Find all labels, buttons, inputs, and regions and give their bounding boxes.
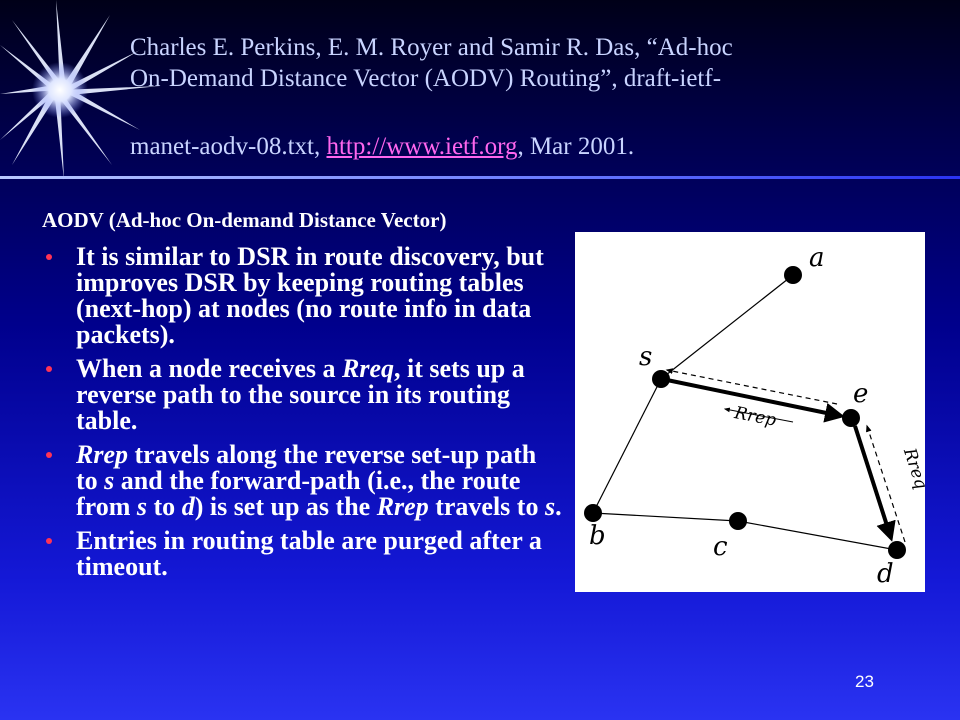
bullet-text: to xyxy=(147,492,182,521)
node-s xyxy=(652,370,670,388)
node-d xyxy=(888,541,906,559)
bullet-text: Entries in routing table are purged after a timeout. xyxy=(76,526,542,581)
header-divider xyxy=(0,176,960,179)
citation-line-2: On-Demand Distance Vector (AODV) Routing”, draft-ietf- xyxy=(130,65,722,93)
node-s-term: s xyxy=(136,492,148,521)
citation-line-3-suffix: , Mar 2001. xyxy=(517,132,635,160)
bullet-item xyxy=(42,528,562,580)
bullet-text: travels to xyxy=(428,492,545,521)
node-e xyxy=(842,409,860,427)
link-b-c xyxy=(593,513,738,521)
bullet-text: and the forward-path (i.e., the route from xyxy=(76,466,521,521)
bullet-dot-icon xyxy=(46,452,52,458)
node-c xyxy=(729,512,747,530)
page-number: 23 xyxy=(855,672,874,691)
bullet-item xyxy=(42,244,562,348)
rrep-term: Rrep xyxy=(76,440,128,469)
node-label-c: c xyxy=(713,532,728,562)
node-s-term: s xyxy=(104,466,115,495)
bullet-text: When a node receives a xyxy=(76,354,342,383)
node-label-e: e xyxy=(853,379,869,409)
rrep-term: Rrep xyxy=(376,492,429,521)
bullet-text: , it sets up a reverse path to the source in its routing table. xyxy=(76,354,525,435)
node-label-a: a xyxy=(809,243,825,273)
node-d-term: d xyxy=(181,492,195,521)
node-a xyxy=(784,266,802,284)
rreq-label: Rreq xyxy=(899,445,931,492)
bullet-text: travels along the reverse set-up path to xyxy=(76,440,537,495)
bullet-list xyxy=(42,244,562,588)
bullet-dot-icon xyxy=(46,538,52,544)
rrep-label: Rrep xyxy=(732,403,778,431)
bullet-item xyxy=(42,356,562,434)
link-a-s xyxy=(661,275,793,379)
bullet-text: ) is set up as the xyxy=(194,492,377,521)
bullet-dot-icon xyxy=(46,254,52,260)
node-s-term: s xyxy=(544,492,556,521)
node-label-s: s xyxy=(639,342,653,372)
ietf-link[interactable]: http://www.ietf.org xyxy=(326,132,518,160)
section-title: AODV (Ad-hoc On-demand Distance Vector) xyxy=(42,208,447,232)
node-label-d: d xyxy=(877,559,894,589)
bullet-item xyxy=(42,442,562,520)
bullet-text: . xyxy=(555,492,562,521)
link-s-b xyxy=(593,379,661,513)
link-c-d xyxy=(738,521,897,550)
bullet-text: It is similar to DSR in route discovery, but improves DSR by keeping routing tables (next-hop) at nodes (no route info in data packets). xyxy=(76,242,544,349)
node-b xyxy=(584,504,602,522)
citation-line-3 xyxy=(130,131,940,162)
citation-line-1: Charles E. Perkins, E. M. Royer and Samir R. Das, “Ad-hoc xyxy=(130,34,733,61)
bullet-dot-icon xyxy=(46,366,52,372)
aodv-network-diagram xyxy=(575,232,931,592)
node-label-b: b xyxy=(589,521,606,551)
rreq-term: Rreq xyxy=(342,354,394,383)
citation-line-3-prefix: manet-aodv-08.txt, xyxy=(130,132,327,160)
citation-header xyxy=(130,32,940,162)
